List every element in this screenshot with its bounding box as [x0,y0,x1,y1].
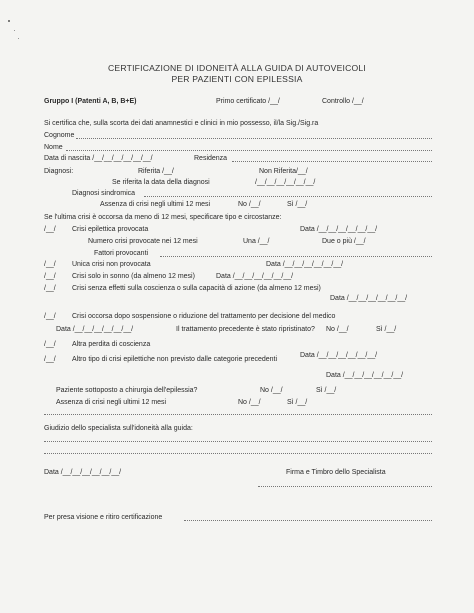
assenza-no-checkbox-2[interactable]: No /__/ [238,399,261,406]
ripristinato-si-checkbox[interactable]: Sì /__/ [376,326,397,333]
crisi-sonno-date-field[interactable]: Data /__/__/__/__/__/__/ [216,273,294,280]
non-riferita-checkbox[interactable]: Non Riferita/__/ [259,168,308,175]
ultima-crisi-text: Se l'ultima crisi è occorsa da meno di 12 mesi, specificare tipo e circostanze: [44,214,282,221]
crisi-senza-label: Crisi senza effetti sulla coscienza o sulla capacità di azione (da almeno 12 mesi) [72,285,321,292]
unica-crisi-checkbox[interactable]: /__/ [44,261,56,268]
crisi-senza-checkbox[interactable]: /__/ [44,285,56,292]
primo-certificato-checkbox[interactable]: Primo certificato /__/ [216,98,280,105]
scan-speck [18,38,19,39]
perdita-checkbox[interactable]: /__/ [44,341,56,348]
presa-visione-field[interactable] [184,520,432,521]
fattori-field[interactable] [160,256,432,257]
residenza-label: Residenza [194,155,228,162]
chirurgia-label: Paziente sottoposto a chirurgia dell'epilessia? [56,387,198,394]
unica-crisi-date-field[interactable]: Data /__/__/__/__/__/__/ [266,261,344,268]
cognome-field[interactable] [76,138,432,139]
ripristinato-label: Il trattamento precedente è stato ripristinato? [176,326,315,333]
crisi-senza-date-field[interactable]: Data /__/__/__/__/__/__/ [330,295,408,302]
ripristinato-no-checkbox[interactable]: No /__/ [326,326,349,333]
due-o-piu-checkbox[interactable]: Due o più /__/ [322,238,366,245]
sospensione-checkbox[interactable]: /__/ [44,313,56,320]
giudizio-line-1[interactable] [44,441,432,442]
separator-dotted [44,414,432,415]
crisi-epilettica-date-field[interactable]: Data /__/__/__/__/__/__/ [300,226,378,233]
diagnosi-sindromica-label: Diagnosi sindromica [72,190,136,197]
cognome-label: Cognome [44,132,75,139]
title-line-2: PER PAZIENTI CON EPILESSIA [171,74,303,84]
giudizio-label: Giudizio dello specialista sull'idoneità alla guida: [44,425,193,432]
assenza-crisi-label-1: Assenza di crisi negli ultimi 12 mesi [100,201,211,208]
riferita-checkbox[interactable]: Riferita /__/ [138,168,174,175]
se-riferita-date-field[interactable]: /__/__/__/__/__/__/ [255,179,316,186]
assenza-no-checkbox-1[interactable]: No /__/ [238,201,261,208]
una-checkbox[interactable]: Una /__/ [243,238,270,245]
chirurgia-si-checkbox[interactable]: Sì /__/ [316,387,337,394]
altro-tipo-label: Altro tipo di crisi epilettiche non previsto dalle categorie precedenti [72,356,278,363]
controllo-checkbox[interactable]: Controllo /__/ [322,98,364,105]
certifica-text: Si certifica che, sulla scorta dei dati anamnestici e clinici in mio possesso, il/la Sig./Sig.ra [44,120,319,127]
perdita-date-field[interactable]: Data /__/__/__/__/__/__/ [300,352,378,359]
diagnosi-sindromica-field[interactable] [144,196,432,197]
altro-tipo-date-field[interactable]: Data /__/__/__/__/__/__/ [326,372,404,379]
presa-visione-label: Per presa visione e ritiro certificazione [44,514,163,521]
assenza-crisi-label-2: Assenza di crisi negli ultimi 12 mesi [56,399,167,406]
bottom-date-field[interactable]: Data /__/__/__/__/__/__/ [44,469,122,476]
assenza-si-checkbox-2[interactable]: Sì /__/ [287,399,308,406]
firma-field[interactable] [258,486,432,487]
sospensione-date-field[interactable]: Data /__/__/__/__/__/__/ [56,326,134,333]
altro-tipo-checkbox[interactable]: /__/ [44,356,56,363]
crisi-epilettica-checkbox[interactable]: /__/ [44,226,56,233]
group-label: Gruppo I (Patenti A, B, B+E) [44,98,137,105]
assenza-si-checkbox-1[interactable]: Sì /__/ [287,201,308,208]
chirurgia-no-checkbox[interactable]: No /__/ [260,387,283,394]
data-nascita-field[interactable]: Data di nascita /__/__/__/__/__/__/ [44,155,153,162]
scan-speck [14,30,15,31]
crisi-sonno-label: Crisi solo in sonno (da almeno 12 mesi) [72,273,195,280]
firma-label: Firma e Timbro dello Specialista [286,469,386,476]
crisi-epilettica-label: Crisi epilettica provocata [72,226,149,233]
residenza-field[interactable] [232,161,432,162]
nome-field[interactable] [66,150,432,151]
fattori-label: Fattori provocanti [94,250,149,257]
giudizio-line-2[interactable] [44,453,432,454]
perdita-label: Altra perdita di coscienza [72,341,151,348]
unica-crisi-label: Unica crisi non provocata [72,261,151,268]
crisi-sonno-checkbox[interactable]: /__/ [44,273,56,280]
numero-crisi-label: Numero crisi provocate nei 12 mesi [88,238,198,245]
scan-speck [8,20,10,22]
se-riferita-label: Se riferita la data della diagnosi [112,179,210,186]
title-line-1: CERTIFICAZIONE DI IDONEITÀ ALLA GUIDA DI AUTOVEICOLI [108,63,366,73]
sospensione-label: Crisi occorsa dopo sospensione o riduzione del trattamento per decisione del medico [72,313,336,320]
diagnosi-label: Diagnosi: [44,168,74,175]
nome-label: Nome [44,144,63,151]
